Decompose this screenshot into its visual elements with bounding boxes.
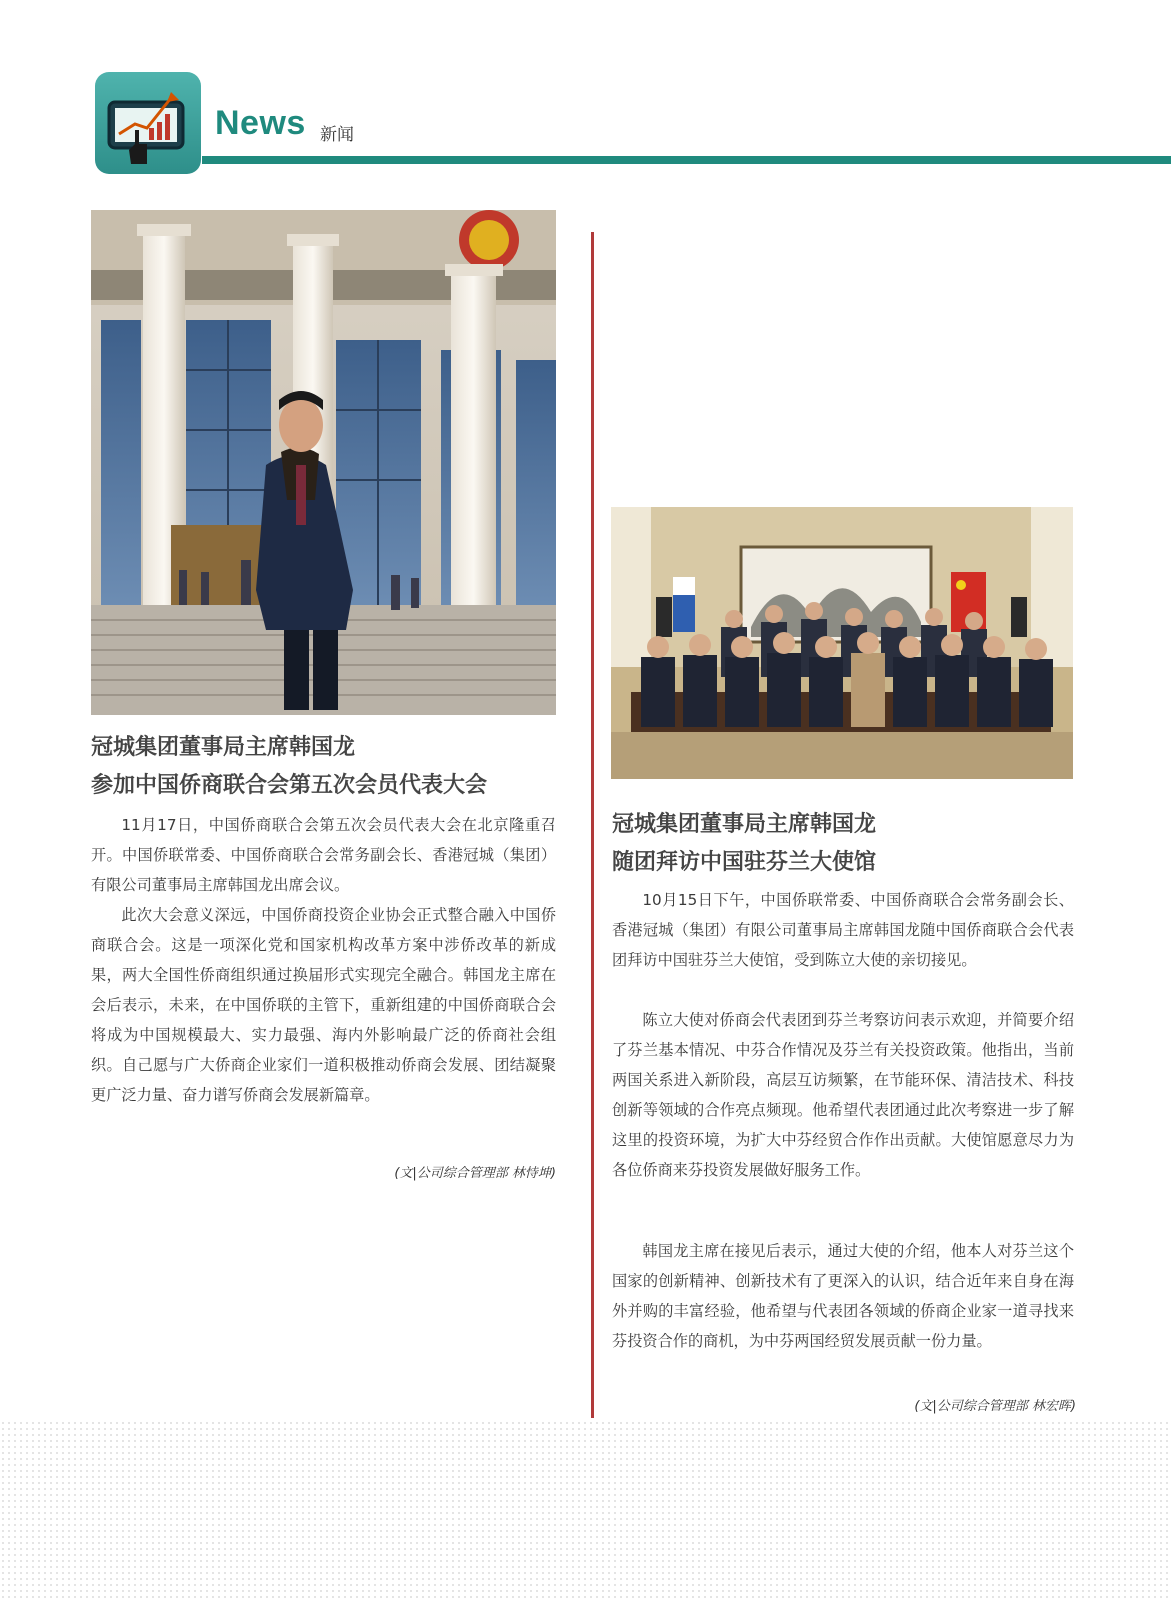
right-article-paragraph-2: 陈立大使对侨商会代表团到芬兰考察访问表示欢迎，并简要介绍了芬兰基本情况、中芬合作情况及芬兰有关投资政策。他指出，当前两国关系进入新阶段，高层互访频繁，在节能环保、清洁技术、科技创新等领域的合作亮点频现。他希望代表团通过此次考察进一步了解这里的投资环境，为扩大中芬经贸合作作出贡献。大使馆愿意尽力为各位侨商来芬投资发展做好服务工作。 — [612, 1011, 1074, 1179]
tablet-growth-chart-icon — [95, 72, 201, 174]
news-section-icon — [95, 72, 201, 174]
left-article-credit: (文|公司综合管理部 林恃坤) — [394, 1166, 556, 1181]
right-headline-line2: 随团拜访中国驻芬兰大使馆 — [612, 850, 877, 875]
left-article-paragraph-1: 11月17日，中国侨商联合会第五次会员代表大会在北京隆重召开。中国侨联常委、中国侨商联合会常务副会长、香港冠城（集团）有限公司董事局主席韩国龙出席会议。 — [91, 816, 556, 894]
left-article-paragraph-2: 此次大会意义深远，中国侨商投资企业协会正式整合融入中国侨商联合会。这是一项深化党和国家机构改革方案中涉侨改革的新成果，两大全国性侨商组织通过换届形式实现完全融合。韩国龙主席在会后表示，未来，在中国侨联的主管下，重新组建的中国侨商联合会将成为中国规模最大、实力最强、海内外影响最广泛的侨商社会组织。自己愿与广大侨商企业家们一道积极推动侨商会发展、团结凝聚更广泛力量、奋力谱写侨商会发展新篇章。 — [91, 906, 556, 1104]
header-rule — [202, 156, 1171, 164]
left-headline-line2: 参加中国侨商联合会第五次会员代表大会 — [91, 773, 488, 798]
decorative-dot-pattern — [0, 1420, 1171, 1600]
embassy-group-photo — [611, 507, 1073, 779]
right-article-credit: (文|公司综合管理部 林宏晖) — [914, 1399, 1076, 1414]
column-divider — [591, 232, 594, 1418]
left-headline-line1: 冠城集团董事局主席韩国龙 — [91, 735, 356, 760]
right-article-paragraph-3: 韩国龙主席在接见后表示，通过大使的介绍，他本人对芬兰这个国家的创新精神、创新技术有了更深入的认识，结合近年来自身在海外并购的丰富经验，他希望与代表团各领域的侨商企业家一道寻找来芬投资合作的商机，为中芬两国经贸发展贡献一份力量。 — [612, 1242, 1074, 1350]
right-article-headline — [612, 806, 1072, 882]
section-title: News — [215, 104, 306, 142]
great-hall-portrait-photo — [91, 210, 556, 715]
right-article-paragraph-1: 10月15日下午，中国侨联常委、中国侨商联合会常务副会长、香港冠城（集团）有限公司董事局主席韩国龙随中国侨商联合会代表团拜访中国驻芬兰大使馆，受到陈立大使的亲切接见。 — [612, 891, 1074, 969]
section-subtitle: 新闻 — [320, 125, 354, 145]
right-headline-line1: 冠城集团董事局主席韩国龙 — [612, 812, 877, 837]
left-article-headline — [91, 729, 561, 805]
